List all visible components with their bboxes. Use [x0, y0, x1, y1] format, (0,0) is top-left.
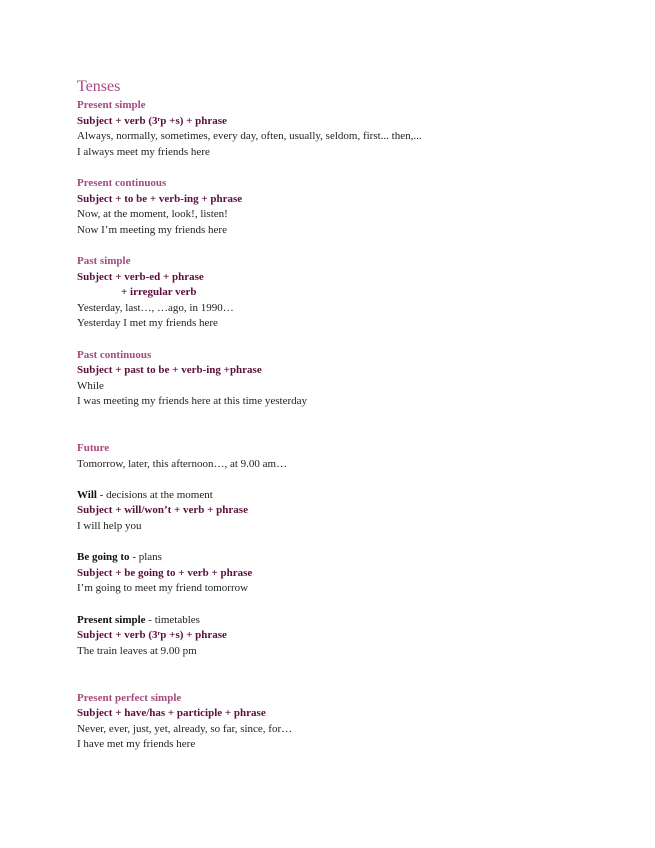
- formula-future-present-simple: Subject + verb (3ʳp +s) + phrase: [77, 629, 227, 642]
- formula-present-perfect-simple: Subject + have/has + participle + phrase: [77, 707, 266, 720]
- spacer: [77, 332, 577, 348]
- section-heading-present-simple: Present simple: [77, 99, 146, 111]
- formula-past-simple-irregular: + irregular verb: [121, 286, 197, 299]
- section-heading-present-continuous: Present continuous: [77, 176, 167, 189]
- formula-present-continuous: Subject + to be + verb-ing + phrase: [77, 192, 243, 205]
- signal-words-past-simple: Yesterday, last…, …ago, in 1990…: [77, 301, 234, 314]
- example-present-continuous: Now I’m meeting my friends here: [77, 223, 227, 236]
- section-heading-past-simple: Past simple: [77, 254, 131, 267]
- future-present-simple-line: [77, 613, 577, 629]
- signal-words-past-continuous: While: [77, 379, 104, 392]
- spacer: [77, 535, 577, 551]
- page-title: Tenses: [77, 78, 121, 95]
- signal-words-future: Tomorrow, later, this afternoon…, at 9.00 am…: [77, 457, 288, 470]
- future-going-to-line: [77, 550, 577, 566]
- signal-words-present-perfect-simple: Never, ever, just, yet, already, so far, since, for…: [77, 722, 293, 735]
- formula-future-going-to: Subject + be going to + verb + phrase: [77, 566, 253, 579]
- future-going-to-desc: - plans: [129, 551, 162, 564]
- future-will-label: Will: [77, 488, 97, 501]
- spacer: [77, 597, 577, 613]
- example-past-simple: Yesterday I met my friends here: [77, 317, 218, 330]
- future-will-desc: - decisions at the moment: [96, 488, 213, 501]
- example-future-going-to: I’m going to meet my friend tomorrow: [77, 582, 249, 595]
- signal-words-present-simple: Always, normally, sometimes, every day, often, usually, seldom, first... then,...: [77, 130, 422, 143]
- signal-words-present-continuous: Now, at the moment, look!, listen!: [77, 208, 228, 221]
- future-present-simple-desc: - timetables: [145, 613, 200, 626]
- future-present-simple-label: Present simple: [77, 613, 146, 626]
- document-body: [77, 77, 577, 753]
- example-future-present-simple: The train leaves at 9.00 pm: [77, 644, 197, 657]
- section-heading-present-perfect-simple: Present perfect simple: [77, 691, 182, 704]
- future-going-to-label: Be going to: [77, 551, 130, 564]
- example-present-perfect-simple: I have met my friends here: [77, 738, 196, 751]
- formula-past-continuous: Subject + past to be + verb-ing +phrase: [77, 364, 262, 377]
- spacer: [77, 238, 577, 254]
- spacer: [77, 410, 577, 441]
- spacer: [77, 160, 577, 176]
- example-future-will: I will help you: [77, 520, 142, 533]
- future-will-line: [77, 488, 577, 504]
- spacer: [77, 472, 577, 488]
- section-heading-past-continuous: Past continuous: [77, 348, 152, 361]
- formula-past-simple: Subject + verb-ed + phrase: [77, 270, 204, 283]
- spacer: [77, 659, 577, 690]
- formula-present-simple: Subject + verb (3ʳp +s) + phrase: [77, 114, 227, 127]
- formula-future-will: Subject + will/won’t + verb + phrase: [77, 504, 248, 517]
- section-heading-future: Future: [77, 442, 110, 455]
- example-present-simple: I always meet my friends here: [77, 145, 210, 158]
- example-past-continuous: I was meeting my friends here at this time yesterday: [77, 395, 308, 408]
